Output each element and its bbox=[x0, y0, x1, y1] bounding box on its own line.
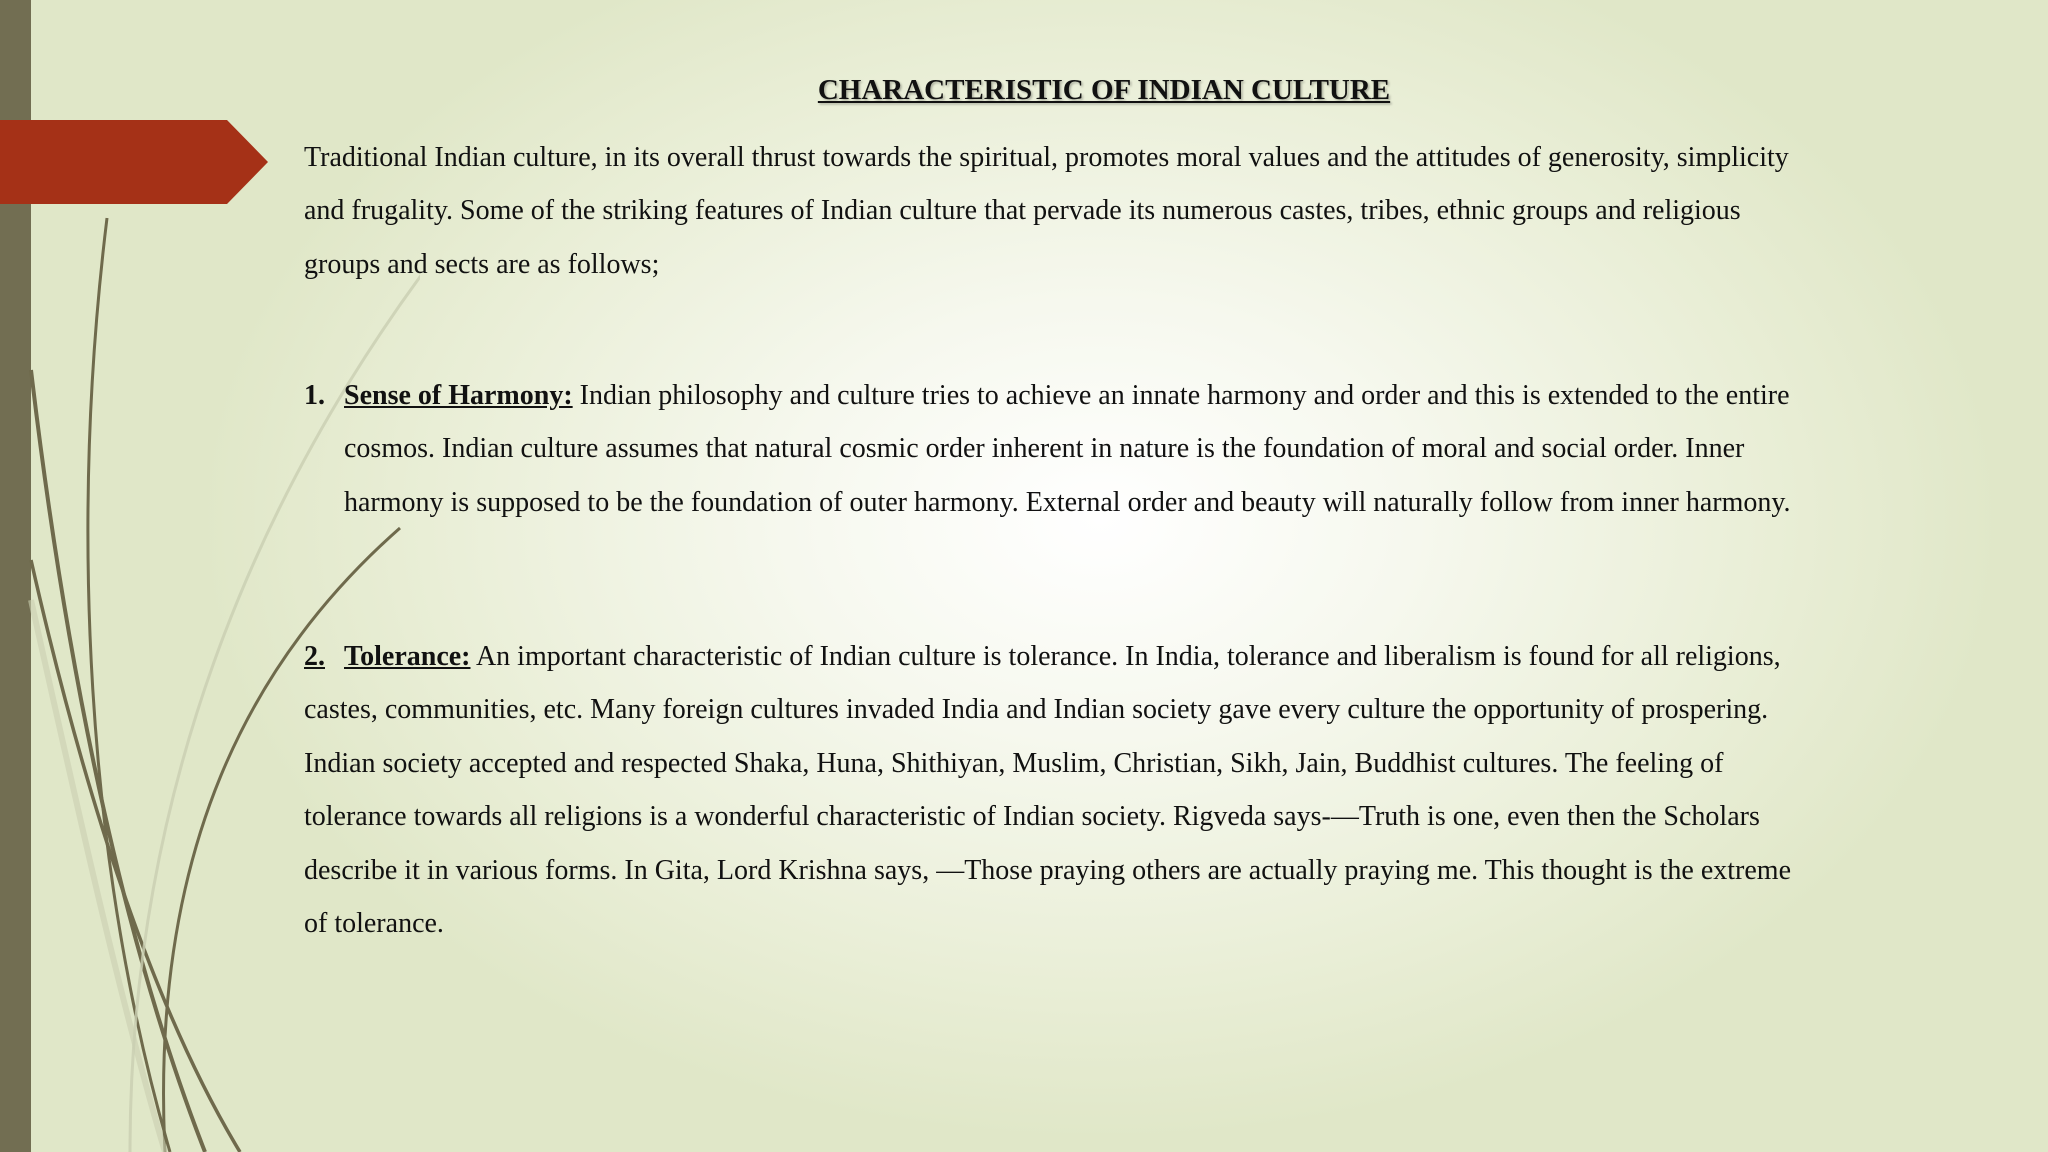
item-text-line: castes, communities, etc. Many foreign cultures invaded India and Indian society gave every culture the opportunity of prospering. bbox=[304, 694, 1769, 726]
intro-line: and frugality. Some of the striking features of Indian culture that pervade its numerous castes, tribes, ethnic groups and religious bbox=[304, 195, 1741, 227]
item-number: 1. bbox=[304, 380, 325, 411]
list-item-tolerance bbox=[304, 630, 1791, 950]
item-heading: Sense of Harmony: bbox=[344, 380, 573, 411]
slide-title: CHARACTERISTIC OF INDIAN CULTURE bbox=[817, 74, 1391, 106]
item-text: An important characteristic of Indian culture is tolerance. In India, tolerance and liberalism is found for all religions, bbox=[470, 641, 1781, 672]
intro-line: groups and sects are as follows; bbox=[304, 248, 660, 280]
item-text-line: describe it in various forms. In Gita, Lord Krishna says, ―Those praying others are actually praying me. This thought is the extreme bbox=[304, 854, 1792, 886]
item-text: Indian philosophy and culture tries to achieve an innate harmony and order and this is extended to the entire bbox=[572, 380, 1790, 411]
item-text-line: Indian society accepted and respected Shaka, Huna, Shithiyan, Muslim, Christian, Sikh, Jain, Buddhist cultures. The feeling of bbox=[304, 747, 1724, 779]
intro-line: Traditional Indian culture, in its overall thrust towards the spiritual, promotes moral values and the attitudes of generosity, simplicity bbox=[304, 142, 1789, 173]
item-text-line: tolerance towards all religions is a wonderful characteristic of Indian society. Rigveda says-―Truth is one, even then the Scholars bbox=[304, 801, 1760, 833]
list-item-sense-of-harmony bbox=[304, 369, 1791, 529]
item-text-line: of tolerance. bbox=[304, 908, 444, 940]
arrow-tab-decoration bbox=[0, 120, 268, 204]
item-text-line: cosmos. Indian culture assumes that natural cosmic order inherent in nature is the foundation of moral and social order. Inner bbox=[344, 433, 1745, 465]
item-text-line: harmony is supposed to be the foundation of outer harmony. External order and beauty will naturally follow from inner harmony. bbox=[344, 486, 1791, 518]
intro-paragraph bbox=[304, 131, 1789, 291]
item-heading: Tolerance: bbox=[344, 641, 471, 672]
item-number: 2. bbox=[304, 641, 325, 672]
